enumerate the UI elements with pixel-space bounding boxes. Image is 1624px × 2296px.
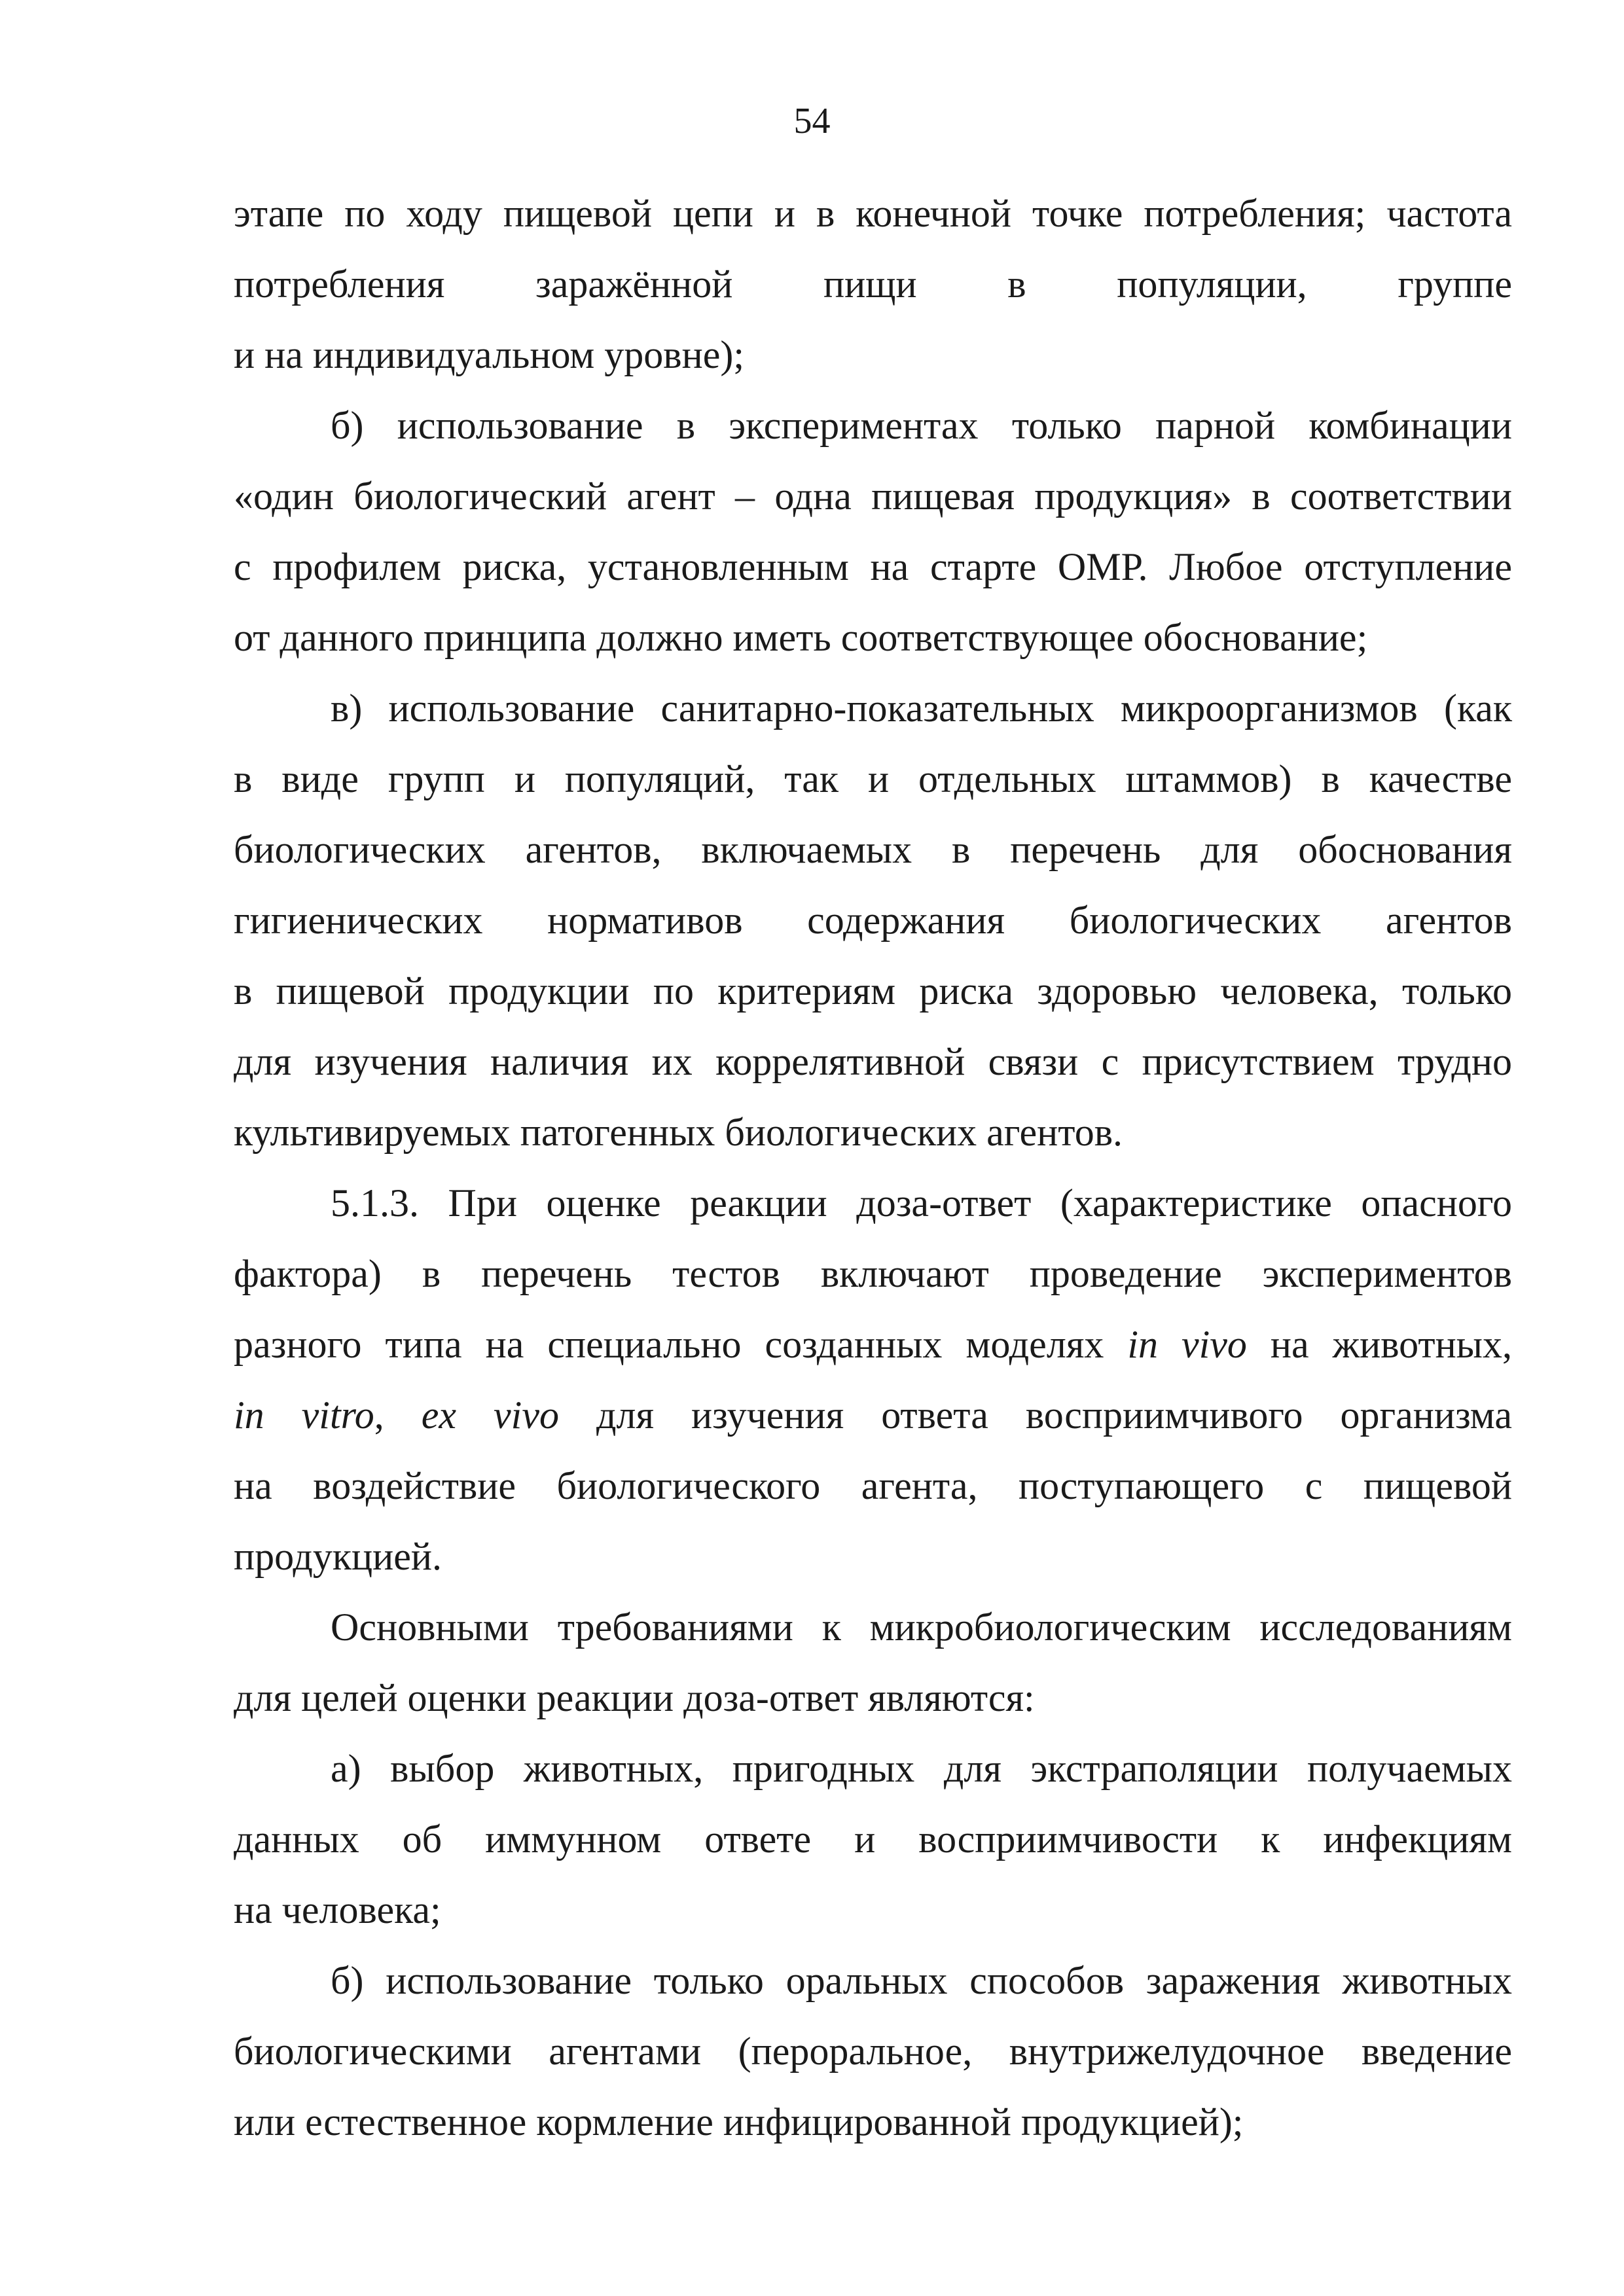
text-line: и на индивидуальном уровне); — [234, 333, 744, 376]
text-segment: на животных, — [1246, 1323, 1512, 1366]
text-line: продукцией. — [234, 1535, 442, 1578]
paragraph — [234, 1592, 1512, 1733]
text-segment: , — [374, 1393, 422, 1437]
text-line: Основными требованиями к микробиологическим исследованиям — [331, 1605, 1512, 1649]
text-line: биологическими агентами (пероральное, внутрижелудочное введение — [234, 2030, 1512, 2073]
text-line: 5.1.3. При оценке реакции доза-ответ (характеристике опасного — [331, 1181, 1512, 1225]
text-line: в) использование санитарно-показательных микроорганизмов (как — [331, 687, 1512, 730]
page-number: 54 — [793, 101, 831, 141]
italic-term: in vivo — [1127, 1323, 1247, 1366]
text-line: на человека; — [234, 1888, 441, 1931]
text-line: на воздействие биологического агента, поступающего с пищевой — [234, 1464, 1512, 1507]
body-text — [234, 178, 1512, 2157]
text-line: для изучения наличия их коррелятивной связи с присутствием трудно — [234, 1040, 1512, 1083]
text-line — [234, 1380, 1512, 1450]
text-segment: для изучения ответа восприимчивого организма — [558, 1393, 1512, 1437]
text-line: в виде групп и популяций, так и отдельных штаммов) в качестве — [234, 757, 1512, 800]
italic-term: in vitro — [234, 1393, 374, 1437]
text-line: а) выбор животных, пригодных для экстраполяции получаемых — [331, 1747, 1512, 1790]
text-line: гигиенических нормативов содержания биологических агентов — [234, 899, 1512, 942]
text-line: «один биологический агент – одна пищевая продукция» в соответствии — [234, 475, 1512, 518]
italic-term: ex vivo — [421, 1393, 559, 1437]
text-line: потребления заражённой пищи в популяции, группе — [234, 262, 1512, 306]
text-line: для целей оценки реакции доза-ответ являются: — [234, 1676, 1035, 1719]
text-line: фактора) в перечень тестов включают проведение экспериментов — [234, 1252, 1512, 1295]
paragraph — [234, 1733, 1512, 1945]
text-line: б) использование в экспериментах только парной комбинации — [331, 404, 1512, 447]
text-line: биологических агентов, включаемых в перечень для обоснования — [234, 828, 1512, 871]
paragraph — [234, 390, 1512, 673]
paragraph — [234, 178, 1512, 390]
text-line: культивируемых патогенных биологических агентов. — [234, 1111, 1123, 1154]
text-line: б) использование только оральных способов заражения животных — [331, 1959, 1512, 2002]
text-line — [234, 1309, 1512, 1380]
paragraph — [234, 1168, 1512, 1592]
paragraph — [234, 1945, 1512, 2157]
text-segment: разного типа на специально созданных моделях — [234, 1323, 1128, 1366]
text-line: или естественное кормление инфицированной продукцией); — [234, 2100, 1244, 2144]
text-line: с профилем риска, установленным на старте ОМР. Любое отступление — [234, 545, 1512, 588]
text-line: в пищевой продукции по критериям риска здоровью человека, только — [234, 969, 1512, 1013]
text-line: данных об иммунном ответе и восприимчивости к инфекциям — [234, 1818, 1512, 1861]
text-line: от данного принципа должно иметь соответствующее обоснование; — [234, 616, 1368, 659]
text-line: этапе по ходу пищевой цепи и в конечной точке потребления; частота — [234, 192, 1512, 235]
paragraph — [234, 673, 1512, 1168]
